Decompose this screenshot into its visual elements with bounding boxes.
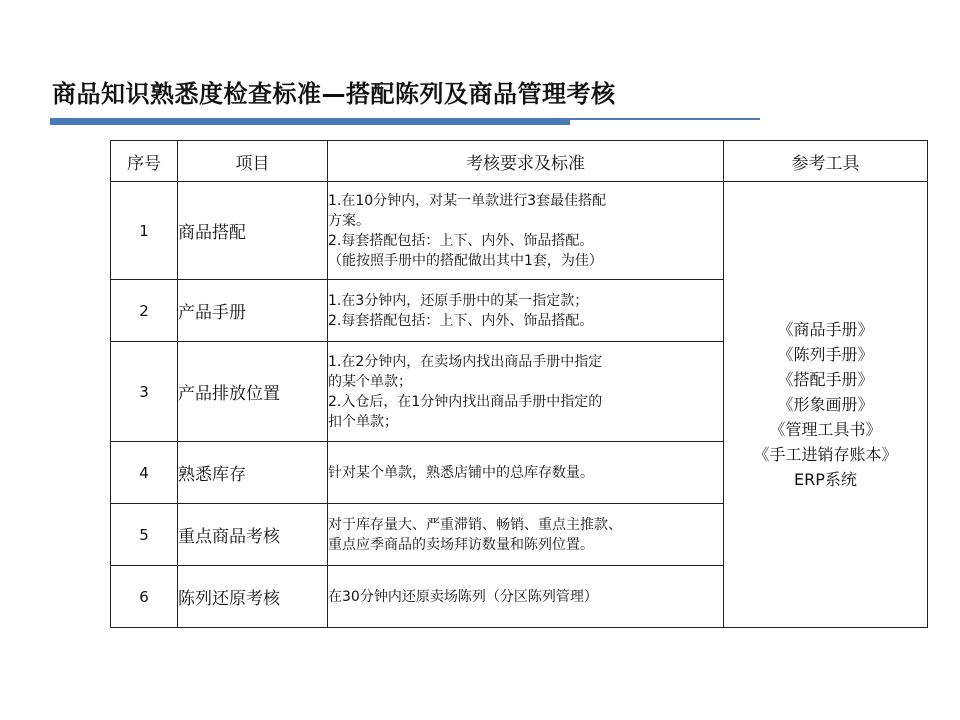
requirement-line: 1.在2分钟内，在卖场内找出商品手册中指定: [328, 353, 603, 370]
row-item: 陈列还原考核: [178, 566, 328, 628]
row-requirements: [328, 182, 724, 280]
header-no: 序号: [111, 141, 178, 182]
row-item: 熟悉库存: [178, 442, 328, 504]
row-item: 重点商品考核: [178, 504, 328, 566]
requirement-line: 对于库存量大、严重滞销、畅销、重点主推款、: [328, 516, 622, 533]
row-requirements: [328, 504, 724, 566]
header-requirements: 考核要求及标准: [328, 141, 724, 182]
requirement-line: 方案。: [328, 212, 370, 229]
requirement-line: 的某个单款；: [328, 373, 412, 390]
row-requirements: [328, 566, 724, 628]
header-tools: 参考工具: [724, 141, 928, 182]
row-number: 6: [111, 566, 178, 628]
requirement-line: 重点应季商品的卖场拜访数量和陈列位置。: [328, 536, 594, 553]
tool-item: 《陈列手册》: [777, 345, 874, 364]
tool-item: 《搭配手册》: [777, 370, 874, 389]
row-item: 商品搭配: [178, 182, 328, 280]
page-title: 商品知识熟悉度检查标准—搭配陈列及商品管理考核: [52, 80, 616, 108]
title-underline-thin: [570, 118, 760, 120]
requirement-line: （能按照手册中的搭配做出其中1套，为佳）: [328, 252, 603, 269]
row-number: 5: [111, 504, 178, 566]
requirement-line: 2.入仓后，在1分钟内找出商品手册中指定的: [328, 393, 603, 410]
assessment-table: [110, 140, 928, 628]
row-requirements: [328, 342, 724, 442]
requirement-line: 2.每套搭配包括：上下、内外、饰品搭配。: [328, 312, 594, 329]
tool-item: 《管理工具书》: [769, 420, 882, 439]
requirement-line: 在30分钟内还原卖场陈列（分区陈列管理）: [328, 588, 598, 605]
tool-item: ERP系统: [794, 470, 857, 489]
row-number: 2: [111, 280, 178, 342]
requirement-line: 1.在10分钟内，对某一单款进行3套最佳搭配: [328, 192, 607, 209]
row-number: 1: [111, 182, 178, 280]
table-row: [111, 182, 928, 280]
table-header-row: [111, 141, 928, 182]
row-requirements: [328, 442, 724, 504]
row-item: 产品手册: [178, 280, 328, 342]
requirement-line: 1.在3分钟内，还原手册中的某一指定款；: [328, 292, 589, 309]
row-number: 3: [111, 342, 178, 442]
title-underline-thick: [50, 118, 570, 125]
row-item: 产品排放位置: [178, 342, 328, 442]
requirement-line: 扣个单款；: [328, 413, 398, 430]
header-item: 项目: [178, 141, 328, 182]
requirement-line: 2.每套搭配包括：上下、内外、饰品搭配。: [328, 232, 594, 249]
requirement-line: 针对某个单款，熟悉店铺中的总库存数量。: [328, 464, 594, 481]
reference-tools-cell: [724, 182, 928, 628]
row-requirements: [328, 280, 724, 342]
tool-item: 《形象画册》: [777, 395, 874, 414]
row-number: 4: [111, 442, 178, 504]
tool-item: 《手工进销存账本》: [753, 445, 898, 464]
tool-item: 《商品手册》: [777, 320, 874, 339]
